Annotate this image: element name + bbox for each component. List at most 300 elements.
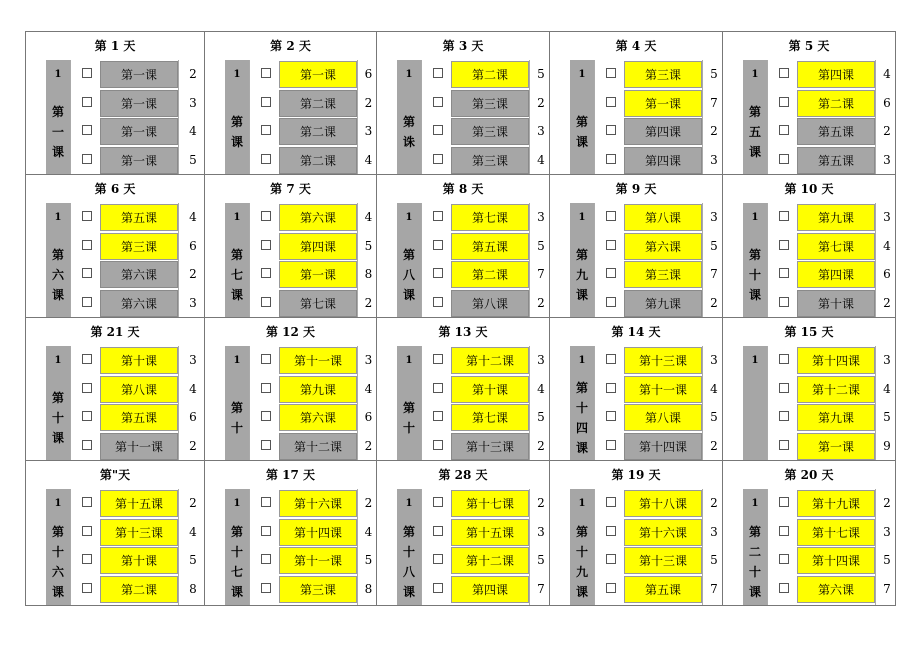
review-checkbox[interactable] <box>261 97 271 107</box>
lesson-row <box>70 146 204 174</box>
review-checkbox[interactable] <box>261 268 271 278</box>
lesson-row <box>767 117 895 145</box>
lesson-row <box>70 575 204 603</box>
review-checkbox[interactable] <box>261 554 271 564</box>
day-side-label <box>225 518 249 605</box>
review-count: 8 <box>189 581 197 596</box>
lesson-row <box>249 432 376 460</box>
review-count: 2 <box>364 95 373 110</box>
day-title: 第 6 天 <box>94 182 136 196</box>
day-block <box>377 32 550 175</box>
review-checkbox[interactable] <box>433 268 443 278</box>
review-checkbox[interactable] <box>261 583 271 593</box>
day-number-tag: 1 <box>225 203 249 232</box>
lesson-row <box>421 546 549 574</box>
review-count: 4 <box>189 124 197 138</box>
day-number-tag: 1 <box>743 203 767 232</box>
review-count: 4 <box>710 381 718 396</box>
day-block <box>205 32 377 175</box>
lesson-name: 第五课 <box>624 576 702 603</box>
lesson-row <box>249 146 376 174</box>
side-label-char: 课 <box>51 430 64 445</box>
review-checkbox[interactable] <box>82 268 92 278</box>
review-count: 3 <box>883 152 891 167</box>
review-checkbox[interactable] <box>606 240 616 250</box>
review-checkbox[interactable] <box>779 440 789 450</box>
lesson-name: 第十七课 <box>797 519 875 546</box>
lesson-name: 第五课 <box>797 118 875 145</box>
review-checkbox[interactable] <box>433 411 443 421</box>
review-checkbox[interactable] <box>82 125 92 135</box>
side-label-char: 第 <box>402 247 415 262</box>
review-count: 2 <box>883 496 891 510</box>
side-label-char: 八 <box>402 564 415 579</box>
review-checkbox[interactable] <box>779 554 789 564</box>
day-title: 第 15 天 <box>784 325 834 339</box>
side-label-char: 七 <box>230 267 243 282</box>
lesson-row <box>421 518 549 546</box>
lesson-row <box>767 60 895 88</box>
review-count: 2 <box>537 438 545 453</box>
lesson-name: 第三课 <box>100 233 178 260</box>
day-side-label <box>570 518 594 605</box>
lesson-row <box>767 575 895 603</box>
review-count: 4 <box>364 524 373 539</box>
lesson-name: 第十一课 <box>624 376 702 403</box>
review-count: 4 <box>189 524 197 539</box>
lesson-name: 第七课 <box>451 404 529 431</box>
lesson-row <box>70 546 204 574</box>
lesson-row <box>767 432 895 460</box>
review-checkbox[interactable] <box>82 583 92 593</box>
review-checkbox[interactable] <box>606 211 616 221</box>
side-label-char: 第 <box>575 380 588 395</box>
lesson-row <box>70 232 204 260</box>
day-side-label <box>397 518 421 605</box>
day-number-tag: 1 <box>46 60 70 89</box>
lesson-row <box>421 260 549 288</box>
review-checkbox[interactable] <box>82 354 92 364</box>
review-checkbox[interactable] <box>433 68 443 78</box>
review-checkbox[interactable] <box>779 354 789 364</box>
review-checkbox[interactable] <box>779 125 789 135</box>
lesson-row <box>249 575 376 603</box>
review-checkbox[interactable] <box>433 383 443 393</box>
review-checkbox[interactable] <box>779 411 789 421</box>
side-label-char: 第 <box>402 400 415 415</box>
review-count: 5 <box>537 553 545 567</box>
review-checkbox[interactable] <box>606 354 616 364</box>
review-count: 7 <box>710 581 718 596</box>
day-title: 第 17 天 <box>265 468 316 482</box>
review-count: 2 <box>364 295 373 310</box>
lesson-row <box>70 203 204 231</box>
review-count: 3 <box>710 152 718 167</box>
review-checkbox[interactable] <box>779 583 789 593</box>
lesson-name: 第十六课 <box>279 490 357 517</box>
review-checkbox[interactable] <box>82 97 92 107</box>
lesson-name: 第二课 <box>279 147 357 174</box>
review-checkbox[interactable] <box>433 297 443 307</box>
lesson-name: 第十四课 <box>797 547 875 574</box>
day-block <box>550 175 723 318</box>
lesson-name: 第四课 <box>797 261 875 288</box>
day-side-label <box>570 375 594 460</box>
side-label-char: 第 <box>230 114 243 129</box>
review-checkbox[interactable] <box>433 497 443 507</box>
lesson-row <box>70 432 204 460</box>
review-count: 2 <box>710 124 718 138</box>
review-checkbox[interactable] <box>606 497 616 507</box>
review-checkbox[interactable] <box>261 354 271 364</box>
side-label-char: 课 <box>748 584 761 599</box>
review-count: 5 <box>710 553 718 567</box>
review-checkbox[interactable] <box>779 497 789 507</box>
review-checkbox[interactable] <box>261 125 271 135</box>
lesson-row <box>249 375 376 403</box>
lesson-name: 第二课 <box>279 90 357 117</box>
review-count: 2 <box>883 124 891 138</box>
review-checkbox[interactable] <box>606 297 616 307</box>
day-title: 第 1 天 <box>94 39 136 53</box>
review-schedule-sheet <box>25 31 896 606</box>
side-label-char: 第 <box>51 390 64 405</box>
review-checkbox[interactable] <box>82 497 92 507</box>
side-label-char: 诛 <box>402 134 415 149</box>
review-count: 5 <box>189 553 197 567</box>
review-count: 6 <box>364 410 373 424</box>
side-label-char: 课 <box>575 287 588 302</box>
review-count: 5 <box>364 238 373 253</box>
day-title: 第 19 天 <box>611 468 661 482</box>
review-checkbox[interactable] <box>261 411 271 421</box>
review-checkbox[interactable] <box>779 240 789 250</box>
review-count: 2 <box>710 496 718 510</box>
lesson-row <box>421 346 549 374</box>
review-count: 2 <box>189 267 197 281</box>
day-title: 第 7 天 <box>270 182 311 196</box>
lesson-name: 第十五课 <box>100 490 178 517</box>
lesson-name: 第八课 <box>624 204 702 231</box>
review-checkbox[interactable] <box>261 154 271 164</box>
lesson-row <box>249 117 376 145</box>
lesson-name: 第一课 <box>797 433 875 460</box>
lesson-row <box>249 260 376 288</box>
review-checkbox[interactable] <box>606 526 616 536</box>
review-checkbox[interactable] <box>606 97 616 107</box>
lesson-row <box>767 375 895 403</box>
lesson-row <box>594 260 722 288</box>
lesson-row <box>594 546 722 574</box>
review-count: 2 <box>537 295 545 310</box>
day-block <box>377 318 550 461</box>
review-checkbox[interactable] <box>433 354 443 364</box>
lesson-row <box>249 403 376 431</box>
day-number-tag: 1 <box>397 346 421 375</box>
review-checkbox[interactable] <box>261 440 271 450</box>
lesson-row <box>70 117 204 145</box>
review-checkbox[interactable] <box>779 68 789 78</box>
review-checkbox[interactable] <box>82 211 92 221</box>
lesson-name: 第二课 <box>451 61 529 88</box>
lesson-row <box>249 89 376 117</box>
lesson-name: 第四课 <box>624 147 702 174</box>
review-count: 5 <box>710 410 718 424</box>
lesson-row <box>421 489 549 517</box>
review-checkbox[interactable] <box>82 240 92 250</box>
lesson-name: 第十八课 <box>624 490 702 517</box>
day-title: 第 14 天 <box>611 325 661 339</box>
review-checkbox[interactable] <box>779 297 789 307</box>
review-count: 3 <box>189 95 197 110</box>
review-checkbox[interactable] <box>82 440 92 450</box>
lesson-row <box>594 432 722 460</box>
side-label-char: 第 <box>51 104 64 119</box>
day-title: 第 12 天 <box>265 325 316 339</box>
review-checkbox[interactable] <box>82 297 92 307</box>
review-count: 3 <box>537 524 545 539</box>
side-label-char: 十 <box>230 420 243 435</box>
review-count: 5 <box>537 238 545 253</box>
lesson-name: 第十二课 <box>279 433 357 460</box>
lesson-name: 第十三课 <box>624 347 702 374</box>
lesson-name: 第二课 <box>451 261 529 288</box>
review-count: 5 <box>883 553 891 567</box>
day-title: 第 3 天 <box>442 39 484 53</box>
review-count: 7 <box>710 95 718 110</box>
day-side-label <box>46 232 70 317</box>
lesson-row <box>70 260 204 288</box>
lesson-name: 第十课 <box>797 290 875 317</box>
lesson-name: 第十七课 <box>451 490 529 517</box>
lesson-row <box>767 260 895 288</box>
lesson-name: 第八课 <box>451 290 529 317</box>
lesson-name: 第三课 <box>451 118 529 145</box>
review-count: 3 <box>537 124 545 138</box>
lesson-row <box>594 146 722 174</box>
lesson-name: 第二课 <box>100 576 178 603</box>
review-checkbox[interactable] <box>82 383 92 393</box>
side-label-char: 课 <box>230 584 243 599</box>
review-checkbox[interactable] <box>433 526 443 536</box>
lesson-name: 第五课 <box>451 233 529 260</box>
review-count: 4 <box>883 67 891 81</box>
review-count: 3 <box>883 353 891 367</box>
review-count: 4 <box>364 152 373 167</box>
review-count: 7 <box>537 581 545 596</box>
review-count: 5 <box>189 152 197 167</box>
lesson-name: 第九课 <box>797 204 875 231</box>
side-label-char: 课 <box>575 440 588 455</box>
lesson-name: 第五课 <box>797 147 875 174</box>
review-count: 2 <box>710 438 718 453</box>
lesson-row <box>421 375 549 403</box>
lesson-row <box>249 60 376 88</box>
lesson-name: 第一课 <box>100 90 178 117</box>
lesson-row <box>594 403 722 431</box>
review-checkbox[interactable] <box>261 497 271 507</box>
review-count: 4 <box>883 238 891 253</box>
lesson-row <box>594 89 722 117</box>
review-checkbox[interactable] <box>779 526 789 536</box>
lesson-name: 第二课 <box>797 90 875 117</box>
side-label-char: 五 <box>748 124 761 139</box>
review-checkbox[interactable] <box>82 554 92 564</box>
lesson-name: 第六课 <box>100 290 178 317</box>
day-side-label <box>225 375 249 460</box>
review-checkbox[interactable] <box>433 440 443 450</box>
review-checkbox[interactable] <box>433 211 443 221</box>
side-label-char: 八 <box>402 267 415 282</box>
day-number-tag: 1 <box>46 203 70 232</box>
review-count: 4 <box>537 381 545 396</box>
review-checkbox[interactable] <box>433 240 443 250</box>
lesson-row <box>70 518 204 546</box>
lesson-name: 第四课 <box>797 61 875 88</box>
review-count: 3 <box>883 210 891 224</box>
day-side-label <box>46 375 70 460</box>
side-label-char: 课 <box>402 287 415 302</box>
day-block <box>550 461 723 606</box>
side-label-char: 课 <box>748 144 761 159</box>
lesson-row <box>70 346 204 374</box>
lesson-name: 第四课 <box>624 118 702 145</box>
review-checkbox[interactable] <box>261 240 271 250</box>
review-checkbox[interactable] <box>606 440 616 450</box>
review-count: 3 <box>710 524 718 539</box>
review-checkbox[interactable] <box>82 154 92 164</box>
day-block <box>26 461 205 606</box>
lesson-row <box>767 346 895 374</box>
lesson-name: 第一课 <box>100 61 178 88</box>
lesson-name: 第六课 <box>624 233 702 260</box>
review-count: 3 <box>537 210 545 224</box>
lesson-name: 第一课 <box>279 261 357 288</box>
lesson-name: 第九课 <box>797 404 875 431</box>
review-checkbox[interactable] <box>606 68 616 78</box>
day-side-label <box>570 232 594 317</box>
review-checkbox[interactable] <box>82 411 92 421</box>
review-checkbox[interactable] <box>779 211 789 221</box>
review-checkbox[interactable] <box>261 68 271 78</box>
review-checkbox[interactable] <box>261 211 271 221</box>
lesson-row <box>767 546 895 574</box>
review-checkbox[interactable] <box>433 554 443 564</box>
lesson-name: 第八课 <box>100 376 178 403</box>
review-checkbox[interactable] <box>433 154 443 164</box>
day-number-tag: 1 <box>397 203 421 232</box>
lesson-name: 第十课 <box>100 347 178 374</box>
lesson-row <box>249 346 376 374</box>
lesson-row <box>421 146 549 174</box>
day-number-tag: 1 <box>397 489 421 518</box>
day-number-tag: 1 <box>225 60 249 89</box>
lesson-row <box>421 60 549 88</box>
review-checkbox[interactable] <box>606 154 616 164</box>
side-label-char: 第 <box>575 114 588 129</box>
day-title: 第 2 天 <box>270 39 311 53</box>
review-checkbox[interactable] <box>606 383 616 393</box>
side-label-char: 第 <box>748 247 761 262</box>
day-block <box>550 32 723 175</box>
review-count: 2 <box>537 496 545 510</box>
side-label-char: 十 <box>575 544 588 559</box>
review-checkbox[interactable] <box>82 68 92 78</box>
side-label-char: 第 <box>402 524 415 539</box>
review-checkbox[interactable] <box>433 583 443 593</box>
review-count: 2 <box>189 496 197 510</box>
review-checkbox[interactable] <box>261 383 271 393</box>
side-label-char: 十 <box>748 267 761 282</box>
review-count: 6 <box>189 410 197 424</box>
day-side-label <box>225 232 249 317</box>
day-number-tag: 1 <box>743 346 767 375</box>
lesson-row <box>594 203 722 231</box>
lesson-row <box>249 489 376 517</box>
review-count: 8 <box>364 267 373 281</box>
day-title: 第 5 天 <box>788 39 830 53</box>
review-checkbox[interactable] <box>433 125 443 135</box>
day-block <box>377 461 550 606</box>
lesson-row <box>594 575 722 603</box>
lesson-name: 第九课 <box>624 290 702 317</box>
review-checkbox[interactable] <box>779 268 789 278</box>
review-count: 3 <box>537 353 545 367</box>
review-checkbox[interactable] <box>433 97 443 107</box>
review-checkbox[interactable] <box>606 411 616 421</box>
lesson-name: 第十二课 <box>451 547 529 574</box>
side-label-char: 课 <box>575 584 588 599</box>
side-label-char: 十 <box>402 544 415 559</box>
review-count: 5 <box>710 67 718 81</box>
review-checkbox[interactable] <box>82 526 92 536</box>
review-checkbox[interactable] <box>606 554 616 564</box>
review-count: 2 <box>364 496 373 510</box>
side-label-char: 第 <box>51 247 64 262</box>
review-count: 6 <box>189 238 197 253</box>
lesson-row <box>421 403 549 431</box>
review-count: 3 <box>189 353 197 367</box>
review-count: 9 <box>883 438 891 453</box>
review-checkbox[interactable] <box>261 297 271 307</box>
review-count: 7 <box>883 581 891 596</box>
lesson-row <box>421 203 549 231</box>
lesson-row <box>421 432 549 460</box>
review-checkbox[interactable] <box>606 125 616 135</box>
lesson-name: 第十二课 <box>451 347 529 374</box>
day-number-tag: 1 <box>570 203 594 232</box>
lesson-name: 第十四课 <box>797 347 875 374</box>
lesson-row <box>594 489 722 517</box>
day-block <box>723 175 896 318</box>
lesson-name: 第十课 <box>451 376 529 403</box>
review-checkbox[interactable] <box>779 97 789 107</box>
day-side-label <box>397 89 421 174</box>
review-checkbox[interactable] <box>779 383 789 393</box>
review-count: 7 <box>710 267 718 281</box>
lesson-row <box>767 232 895 260</box>
review-checkbox[interactable] <box>261 526 271 536</box>
day-number-tag: 1 <box>570 489 594 518</box>
lesson-row <box>594 60 722 88</box>
review-checkbox[interactable] <box>779 154 789 164</box>
review-checkbox[interactable] <box>606 268 616 278</box>
review-checkbox[interactable] <box>606 583 616 593</box>
day-side-label <box>46 89 70 174</box>
side-label-char: 十 <box>575 400 588 415</box>
lesson-name: 第十三课 <box>100 519 178 546</box>
day-side-label <box>743 518 767 605</box>
